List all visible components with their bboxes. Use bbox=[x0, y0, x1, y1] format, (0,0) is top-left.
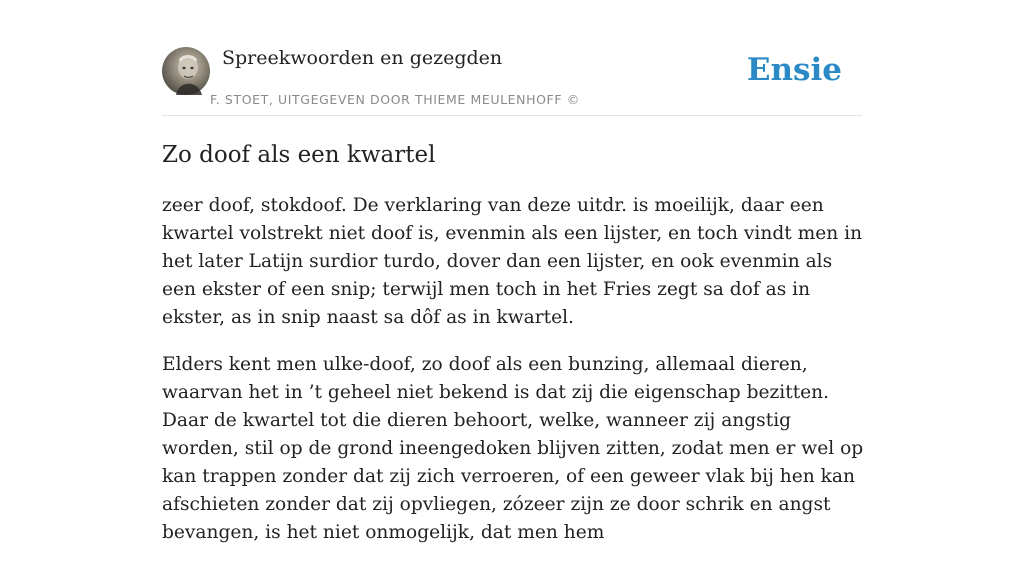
source-credit: F. STOET, UITGEGEVEN DOOR THIEME MEULENHOFF © bbox=[210, 92, 580, 107]
entry-paragraph: Elders kent men ulke-doof, zo doof als een bunzing, allemaal dieren, waarvan het in ’t geheel niet bekend is dat zij die eigenschap bezitten. Daar de kwartel tot die dieren behoort, welke, wanneer zij angstig worden, stil op de grond ineengedoken blijven zitten, zodat men er wel op kan trappen zonder dat zij zich verroeren, of een geweer vlak bij hen kan afschieten zonder dat zij opvliegen, zózeer zijn ze door schrik en angst bevangen, is het niet onmogelijk, dat men hem bbox=[162, 354, 864, 543]
entry-title: Zo doof als een kwartel bbox=[162, 142, 436, 168]
entry-paragraph: zeer doof, stokdoof. De verklaring van deze uitdr. is moeilijk, daar een kwartel volstrekt niet doof is, evenmin als een lijster, en toch vindt men in het later Latijn surdior turdo, dover dan een lijster, en ook evenmin als een ekster of een snip; terwijl men toch in het Fries zegt sa dof as in ekster, as in snip naast sa dôf as in kwartel. bbox=[162, 195, 863, 328]
ensie-logo[interactable]: Ensie bbox=[746, 52, 842, 88]
site-header bbox=[162, 46, 862, 116]
entry-body bbox=[162, 192, 867, 566]
book-title[interactable]: Spreekwoorden en gezegden bbox=[222, 47, 503, 69]
author-portrait-avatar[interactable] bbox=[162, 47, 210, 95]
